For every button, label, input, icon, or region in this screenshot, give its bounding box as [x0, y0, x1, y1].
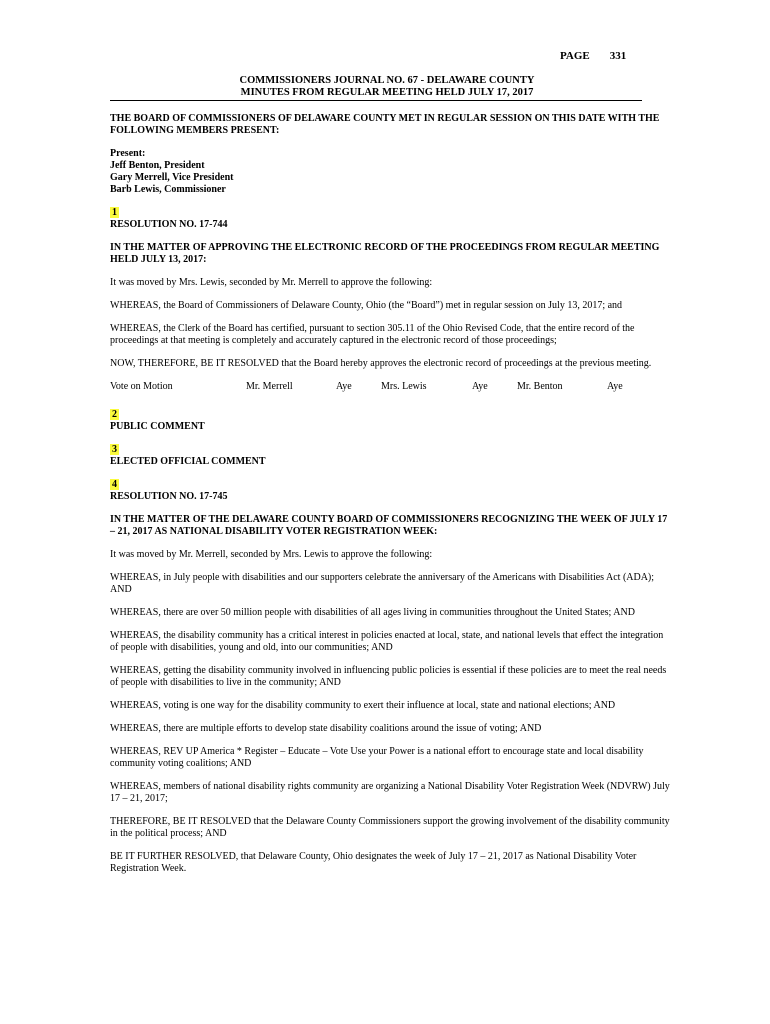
- present-member: Jeff Benton, President: [110, 160, 205, 171]
- header-rule: [110, 100, 642, 101]
- present-label: Present:: [110, 148, 146, 159]
- page-label: PAGE: [560, 50, 590, 62]
- resolution-number: RESOLUTION NO. 17-744: [110, 219, 228, 230]
- whereas-paragraph: WHEREAS, getting the disability community involved in influencing public policies is essential if these policies are to meet the real needs of people with disabilities to live in the community; AND: [110, 665, 667, 688]
- resolution-number: RESOLUTION NO. 17-745: [110, 491, 228, 502]
- header-line-1: COMMISSIONERS JOURNAL NO. 67 - DELAWARE COUNTY: [239, 75, 535, 86]
- present-member: Barb Lewis, Commissioner: [110, 184, 226, 195]
- item-4: [110, 479, 670, 491]
- page-number-value: 331: [609, 50, 627, 62]
- header-line-2: MINUTES FROM REGULAR MEETING HELD JULY 17, 2017: [240, 87, 534, 98]
- motion-text: It was moved by Mrs. Lewis, seconded by Mr. Merrell to approve the following:: [110, 277, 433, 288]
- vote-member: Mr. Merrell: [246, 381, 293, 392]
- item-1: [110, 207, 670, 219]
- item-number-badge: 4: [112, 479, 117, 490]
- item-number-badge: 2: [112, 409, 117, 420]
- whereas-paragraph: WHEREAS, REV UP America * Register – Educate – Vote Use your Power is a national effort to encourage state and local disability community voting coalitions; AND: [110, 746, 644, 769]
- resolved-paragraph: THEREFORE, BE IT RESOLVED that the Delaware County Commissioners support the growing involvement of the disability community in the political process; AND: [110, 816, 670, 839]
- vote-on-motion: [110, 381, 670, 393]
- resolved-paragraph: NOW, THEREFORE, BE IT RESOLVED that the Board hereby approves the electronic record of proceedings at the previous meeting.: [110, 358, 652, 369]
- vote-member: Mr. Benton: [517, 381, 563, 392]
- present-list: [110, 148, 670, 196]
- session-intro: THE BOARD OF COMMISSIONERS OF DELAWARE COUNTY MET IN REGULAR SESSION ON THIS DATE WITH THE FOLLOWING MEMBERS PRESENT:: [110, 113, 660, 136]
- whereas-paragraph: WHEREAS, the disability community has a critical interest in policies enacted at local, state, and national levels that effect the integration of people with disabilities, young and old, into our communities; AND: [110, 630, 664, 653]
- present-member: Gary Merrell, Vice President: [110, 172, 234, 183]
- journal-header: [132, 75, 642, 99]
- whereas-paragraph: WHEREAS, the Board of Commissioners of Delaware County, Ohio (the “Board”) met in regular session on July 13, 2017; and: [110, 300, 623, 311]
- item-2: [110, 409, 670, 421]
- resolution-title: IN THE MATTER OF APPROVING THE ELECTRONIC RECORD OF THE PROCEEDINGS FROM REGULAR MEETING HELD JULY 13, 2017:: [110, 242, 660, 265]
- whereas-paragraph: WHEREAS, members of national disability rights community are organizing a National Disability Voter Registration Week (NDVRW) July 17 – 21, 2017;: [110, 781, 670, 804]
- resolved-paragraph: BE IT FURTHER RESOLVED, that Delaware County, Ohio designates the week of July 17 – 21, 2017 as National Disability Voter Registration Week.: [110, 851, 637, 874]
- whereas-paragraph: WHEREAS, voting is one way for the disability community to exert their influence at local, state and national elections; AND: [110, 700, 616, 711]
- item-3: [110, 444, 670, 456]
- page-number: [560, 50, 626, 62]
- item-number-badge: 3: [112, 444, 117, 455]
- minutes-body: [110, 113, 670, 886]
- whereas-paragraph: WHEREAS, there are multiple efforts to develop state disability coalitions around the issue of voting; AND: [110, 723, 542, 734]
- vote-member: Mrs. Lewis: [381, 381, 427, 392]
- item-title: PUBLIC COMMENT: [110, 421, 205, 432]
- whereas-paragraph: WHEREAS, there are over 50 million people with disabilities of all ages living in communities throughout the United States; AND: [110, 607, 635, 618]
- vote-value: Aye: [472, 381, 488, 392]
- whereas-paragraph: WHEREAS, in July people with disabilities and our supporters celebrate the anniversary of the Americans with Disabilities Act (ADA); AND: [110, 572, 655, 595]
- resolution-title: IN THE MATTER OF THE DELAWARE COUNTY BOARD OF COMMISSIONERS RECOGNIZING THE WEEK OF JULY 17 – 21, 2017 AS NATIONAL DISABILITY VOTER REGISTRATION WEEK:: [110, 514, 668, 537]
- vote-value: Aye: [336, 381, 352, 392]
- whereas-paragraph: WHEREAS, the Clerk of the Board has certified, pursuant to section 305.11 of the Ohio Revised Code, that the entire record of the proceedings at that meeting is completely and accurately captured in the electronic record of those proceedings;: [110, 323, 635, 346]
- motion-text: It was moved by Mr. Merrell, seconded by Mrs. Lewis to approve the following:: [110, 549, 433, 560]
- vote-value: Aye: [607, 381, 623, 392]
- vote-label: Vote on Motion: [110, 381, 173, 392]
- item-title: ELECTED OFFICIAL COMMENT: [110, 456, 266, 467]
- item-number-badge: 1: [112, 207, 117, 218]
